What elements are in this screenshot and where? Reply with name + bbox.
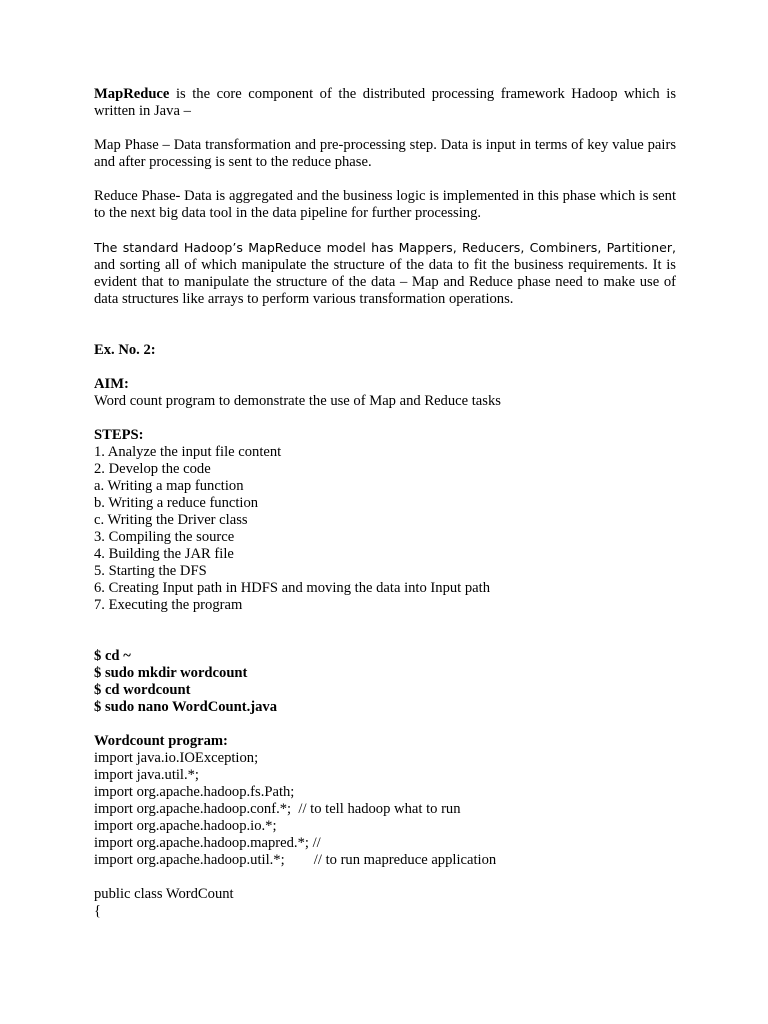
aim-text: Word count program to demonstrate the use of Map and Reduce tasks xyxy=(94,393,501,409)
step-item: 6. Creating Input path in HDFS and moving the data into Input path xyxy=(94,580,491,596)
code-line: import java.util.*; xyxy=(94,767,199,783)
document-body xyxy=(94,86,676,920)
step-item: c. Writing the Driver class xyxy=(94,512,248,528)
shell-command: $ cd ~ xyxy=(94,648,131,664)
shell-commands xyxy=(94,648,676,716)
step-item: b. Writing a reduce function xyxy=(94,495,259,511)
shell-command: $ sudo mkdir wordcount xyxy=(94,665,248,681)
class-declaration: public class WordCount xyxy=(94,886,234,902)
steps-list xyxy=(94,444,676,614)
step-item: 5. Starting the DFS xyxy=(94,563,207,579)
steps-heading: STEPS: xyxy=(94,427,144,443)
intro-term: MapReduce xyxy=(94,86,170,102)
step-item: 2. Develop the code xyxy=(94,461,211,477)
map-phase-paragraph: Map Phase – Data transformation and pre-processing step. Data is input in terms of key value pairs and after processing is sent to the reduce phase. xyxy=(94,137,676,170)
standard-model-first-line: The standard Hadoop’s MapReduce model has Mappers, Reducers, Combiners, Partitioner, xyxy=(94,240,676,255)
standard-model-paragraph xyxy=(94,239,676,308)
shell-command: $ sudo nano WordCount.java xyxy=(94,699,278,715)
step-item: 1. Analyze the input file content xyxy=(94,444,282,460)
code-line: import org.apache.hadoop.fs.Path; xyxy=(94,784,295,800)
code-listing xyxy=(94,750,676,920)
step-item: a. Writing a map function xyxy=(94,478,244,494)
exercise-number: Ex. No. 2: xyxy=(94,342,156,358)
reduce-phase-paragraph: Reduce Phase- Data is aggregated and the business logic is implemented in this phase which is sent to the next big data tool in the data pipeline for further processing. xyxy=(94,188,676,221)
code-line: import org.apache.hadoop.mapred.*; // xyxy=(94,835,321,851)
opening-brace: { xyxy=(94,903,102,919)
step-item: 4. Building the JAR file xyxy=(94,546,234,562)
standard-model-text: and sorting all of which manipulate the structure of the data to fit the business requirements. It is evident that to manipulate the structure of the data – Map and Reduce phase need to make use of data structures like arrays to perform various transformation operations. xyxy=(94,257,676,307)
shell-command: $ cd wordcount xyxy=(94,682,191,698)
code-line: import org.apache.hadoop.io.*; xyxy=(94,818,277,834)
intro-text: is the core component of the distributed processing framework Hadoop which is written in Java – xyxy=(94,86,676,119)
aim-heading: AIM: xyxy=(94,376,129,392)
program-heading: Wordcount program: xyxy=(94,733,228,749)
code-line: import java.io.IOException; xyxy=(94,750,259,766)
intro-paragraph xyxy=(94,86,676,120)
code-line: import org.apache.hadoop.util.*; // to run mapreduce application xyxy=(94,852,497,868)
step-item: 3. Compiling the source xyxy=(94,529,235,545)
code-line: import org.apache.hadoop.conf.*; // to tell hadoop what to run xyxy=(94,801,461,817)
step-item: 7. Executing the program xyxy=(94,597,243,613)
